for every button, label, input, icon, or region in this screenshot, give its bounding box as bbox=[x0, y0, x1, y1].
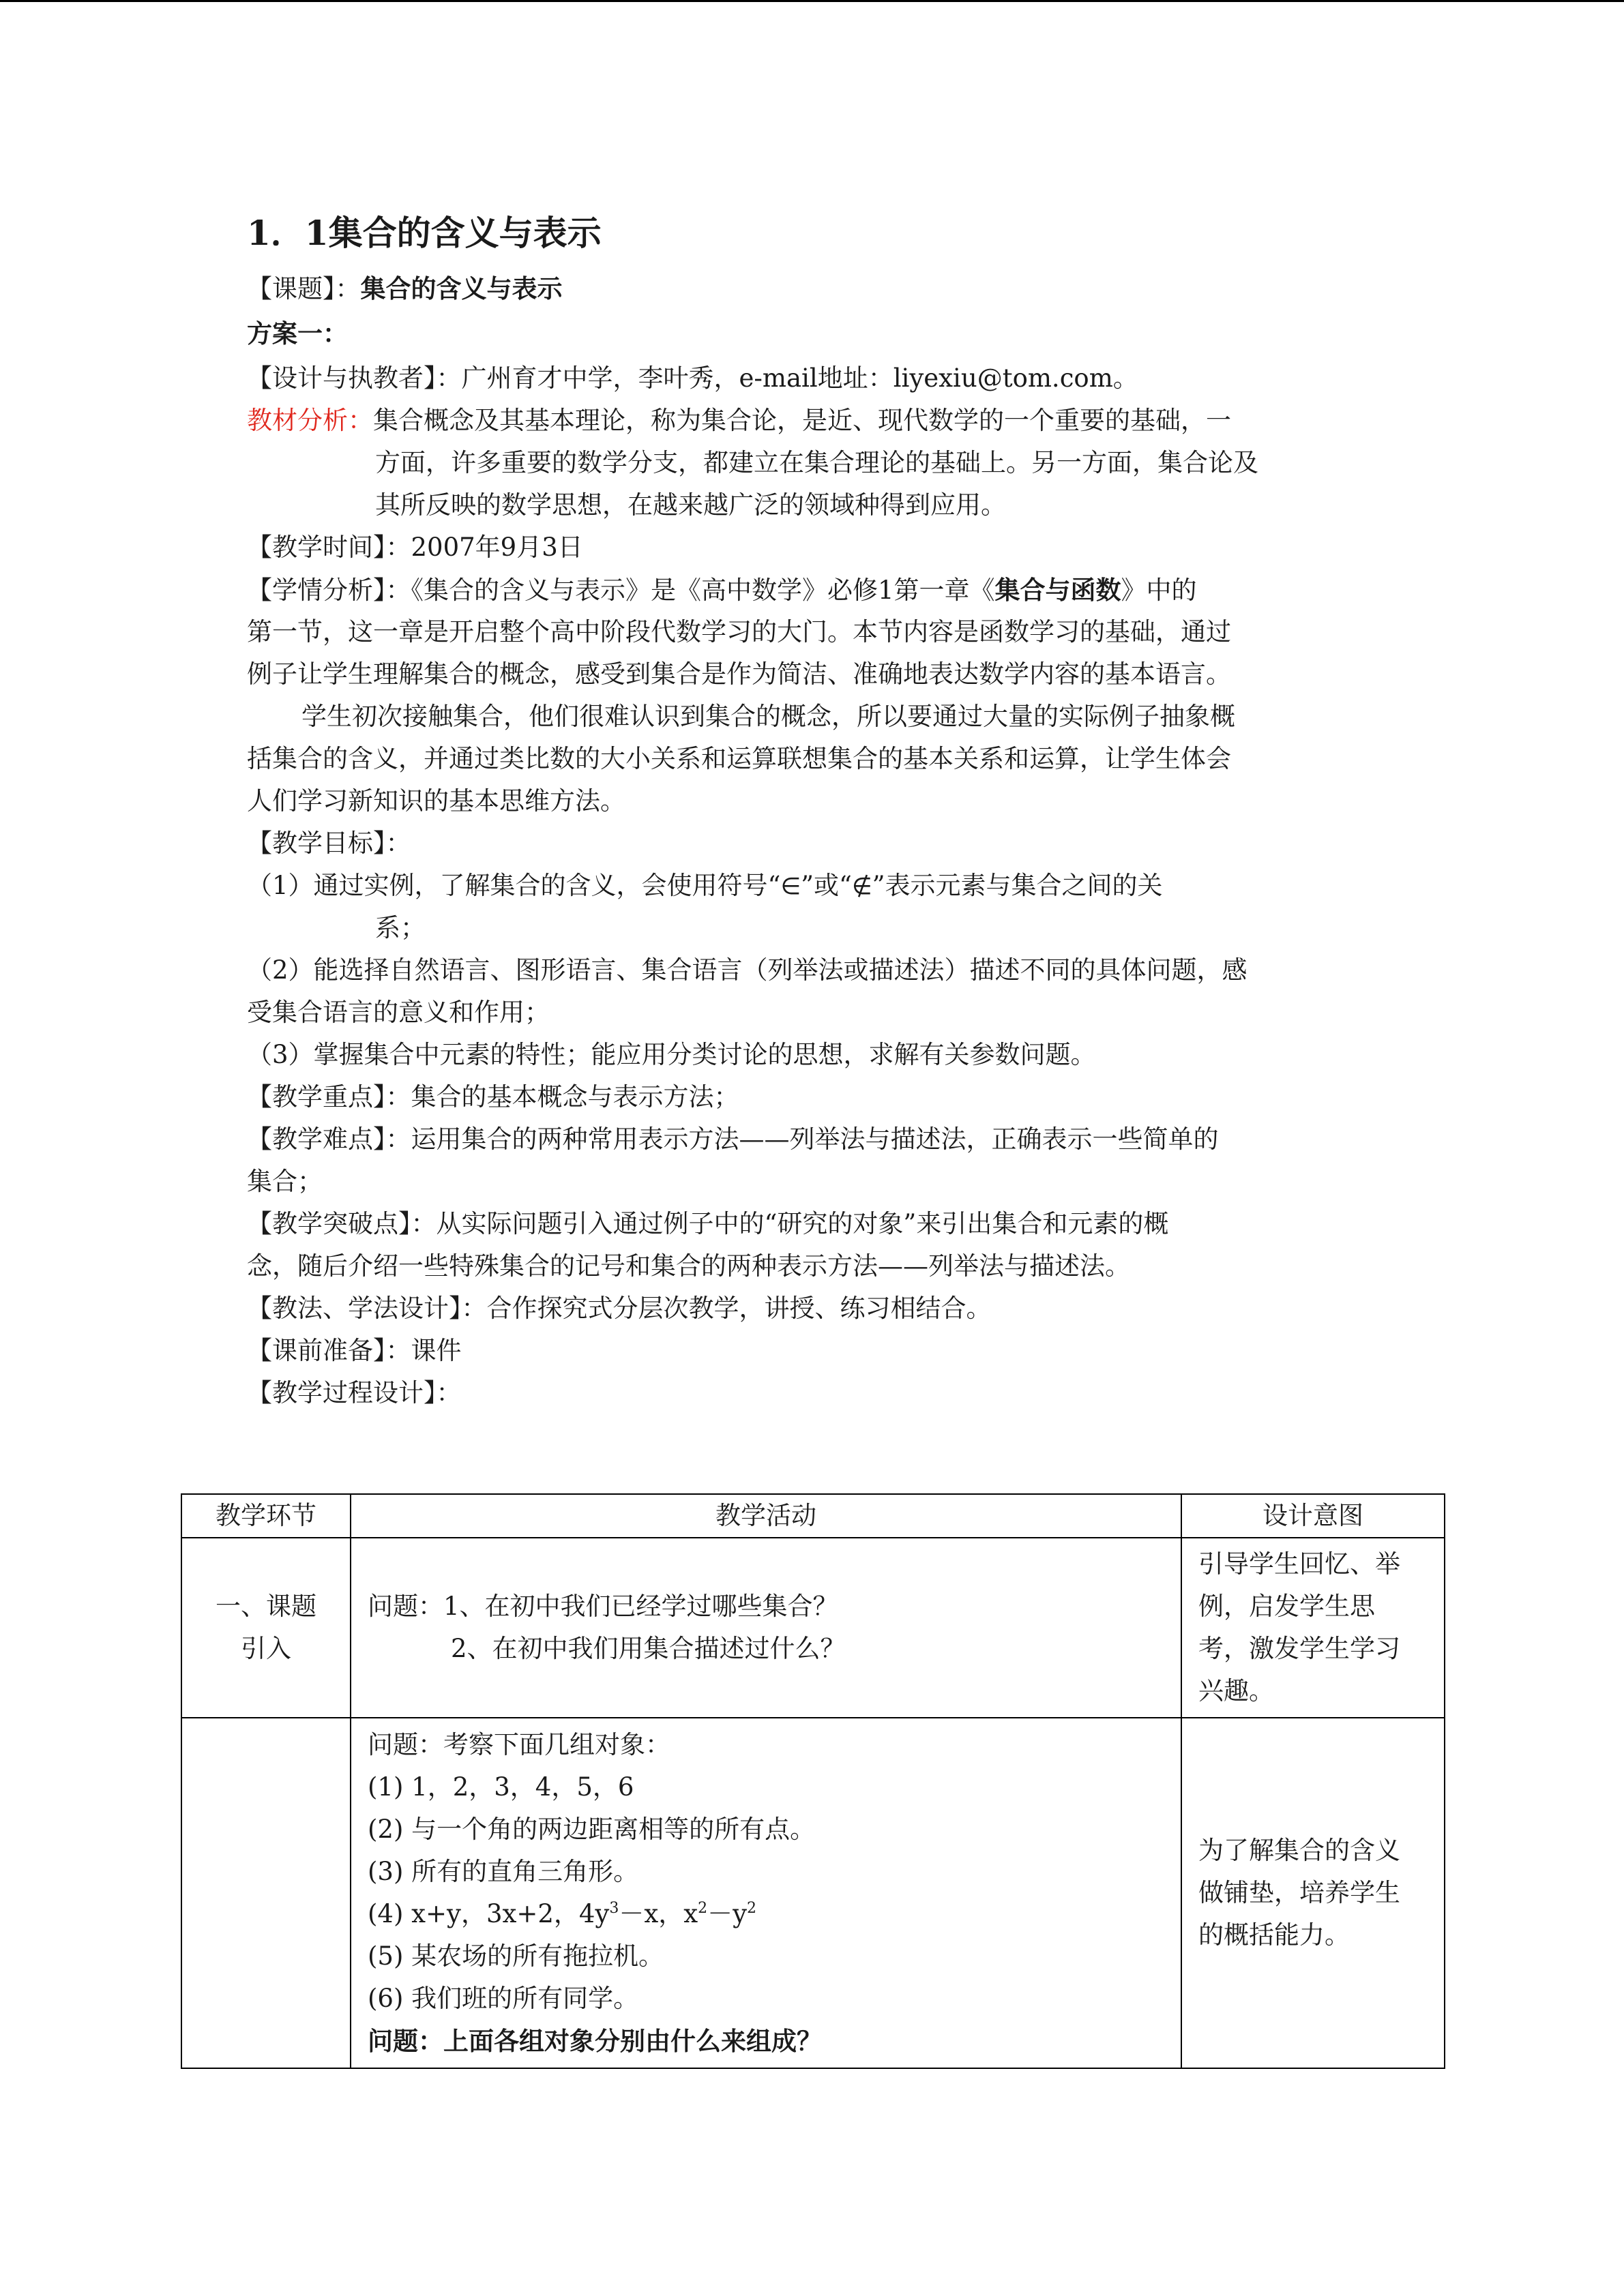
difficulty-line-1: 【教学难点】：运用集合的两种常用表示方法——列举法与描述法，正确表示一些简单的 bbox=[247, 1124, 1219, 1154]
not-element-of-symbol: ∉ bbox=[851, 873, 872, 900]
goal-1-text: ”表示元素与集合之间的关 bbox=[872, 871, 1163, 900]
activity-cell bbox=[351, 1718, 1181, 2068]
student-analysis-bold: 集合与函数 bbox=[994, 575, 1121, 605]
stage-text: 引入 bbox=[241, 1634, 291, 1663]
intent-line: 做铺垫，培养学生 bbox=[1198, 1878, 1400, 1907]
activity-line: (3) 所有的直角三角形。 bbox=[368, 1857, 639, 1886]
goal-1-line-1 bbox=[247, 865, 1393, 907]
intent-line: 例，启发学生思 bbox=[1198, 1592, 1375, 1621]
method-line: 【教法、学法设计】：合作探究式分层次教学，讲授、练习相结合。 bbox=[247, 1294, 992, 1323]
stage-cell bbox=[181, 1538, 351, 1718]
activity-line: 问题：1、在初中我们已经学过哪些集合？ bbox=[368, 1592, 838, 1621]
stage-text: 一、课题 bbox=[216, 1592, 316, 1621]
designer-line: 【设计与执教者】：广州育才中学，李叶秀，e-mail地址：liyexiu@tom.com。 bbox=[247, 363, 1138, 393]
plan-heading: 方案一： bbox=[247, 318, 348, 348]
activity-line: (1) 1，2，3，4，5，6 bbox=[368, 1772, 634, 1802]
student-analysis-part: 《集合的含义与表示》 bbox=[411, 576, 651, 605]
student-analysis-p2-line-2: 括集合的含义，并通过类比数的大小关系和运算联想集合的基本关系和运算，让学生体会 bbox=[247, 744, 1231, 773]
header-activity: 教学活动 bbox=[351, 1494, 1181, 1538]
activity-line: (6) 我们班的所有同学。 bbox=[368, 1984, 639, 2013]
activity-line-formula bbox=[368, 1893, 1181, 1935]
table-row bbox=[181, 1538, 1445, 1718]
formula-text: －y bbox=[707, 1899, 747, 1928]
intent-cell bbox=[1181, 1718, 1445, 2068]
activity-line: (2) 与一个角的两边距离相等的所有点。 bbox=[368, 1815, 816, 1844]
difficulty-line-2: 集合； bbox=[247, 1167, 323, 1196]
formula-text: (4) x+y，3x+2，4y bbox=[368, 1899, 610, 1928]
element-of-symbol: ∈ bbox=[780, 873, 801, 900]
intent-line: 引导学生回忆、举 bbox=[1198, 1549, 1400, 1579]
topic-value: 集合的含义与表示 bbox=[360, 273, 563, 303]
goal-1-text: ”或“ bbox=[801, 871, 852, 900]
goals-label: 【教学目标】： bbox=[247, 829, 411, 858]
material-text-1: 集合概念及其基本理论，称为集合论，是近、现代数学的一个重要的基础，一 bbox=[373, 406, 1231, 435]
header-stage: 教学环节 bbox=[181, 1494, 351, 1538]
prep-line: 【课前准备】：课件 bbox=[247, 1336, 462, 1365]
student-analysis-p2-line-3: 人们学习新知识的基本思维方法。 bbox=[247, 786, 625, 816]
header-intent: 设计意图 bbox=[1181, 1494, 1445, 1538]
breakthrough-line-1: 【教学突破点】：从实际问题引入通过例子中的“研究的对象”来引出集合和元素的概 bbox=[247, 1209, 1169, 1238]
student-analysis-part: 是《高中数学》必修1第一章 bbox=[651, 576, 970, 605]
goal-2-line-1: （2）能选择自然语言、图形语言、集合语言（列举法或描述法）描述不同的具体问题，感 bbox=[247, 955, 1247, 985]
exponent: 2 bbox=[698, 1900, 708, 1917]
exponent: 2 bbox=[746, 1900, 756, 1917]
table-row bbox=[181, 1718, 1445, 2068]
student-analysis-line-1 bbox=[247, 569, 1393, 611]
page-top-border bbox=[0, 0, 1624, 2]
student-analysis-line-3: 例子让学生理解集合的概念，感受到集合是作为简洁、准确地表达数学内容的基本语言。 bbox=[247, 659, 1231, 689]
student-analysis-label: 【学情分析】： bbox=[247, 576, 411, 605]
goal-1-text: （1）通过实例，了解集合的含义，会使用符号“ bbox=[247, 871, 781, 900]
activity-line: 问题：考察下面几组对象： bbox=[368, 1730, 670, 1759]
activity-question: 问题：上面各组对象分别由什么来组成？ bbox=[368, 2026, 822, 2056]
activity-line: 2、在初中我们用集合描述过什么？ bbox=[451, 1634, 846, 1663]
topic-line bbox=[247, 267, 1393, 310]
goal-2-line-2: 受集合语言的意义和作用； bbox=[247, 998, 550, 1027]
process-heading: 【教学过程设计】： bbox=[247, 1378, 462, 1407]
student-analysis-part: 《 bbox=[969, 576, 995, 605]
formula-text: －x，x bbox=[619, 1899, 698, 1928]
student-analysis-p2-line-1: 学生初次接触集合，他们很难认识到集合的概念，所以要通过大量的实际例子抽象概 bbox=[301, 702, 1235, 731]
material-label: 教材分析： bbox=[247, 406, 373, 435]
intent-line: 考，激发学生学习 bbox=[1198, 1634, 1400, 1663]
activity-line: (5) 某农场的所有拖拉机。 bbox=[368, 1941, 664, 1971]
intent-line: 兴趣。 bbox=[1198, 1676, 1274, 1705]
intent-line: 为了解集合的含义 bbox=[1198, 1836, 1400, 1865]
document-body bbox=[247, 205, 1393, 1414]
page-title: 1．1集合的含义与表示 bbox=[247, 213, 602, 253]
goal-3: （3）掌握集合中元素的特性；能应用分类讨论的思想，求解有关参数问题。 bbox=[247, 1040, 1096, 1069]
material-line-3: 其所反映的数学思想，在越来越广泛的领域种得到应用。 bbox=[375, 490, 1006, 520]
breakthrough-line-2: 念，随后介绍一些特殊集合的记号和集合的两种表示方法——列举法与描述法。 bbox=[247, 1251, 1130, 1281]
material-line-2: 方面，许多重要的数学分支，都建立在集合理论的基础上。另一方面，集合论及 bbox=[375, 448, 1258, 477]
table-header-row bbox=[181, 1494, 1445, 1538]
topic-label: 【课题】： bbox=[247, 274, 361, 303]
key-point: 【教学重点】：集合的基本概念与表示方法； bbox=[247, 1082, 739, 1112]
student-analysis-line-2: 第一节，这一章是开启整个高中阶段代数学习的大门。本节内容是函数学习的基础，通过 bbox=[247, 617, 1231, 646]
material-line-1 bbox=[247, 400, 1393, 442]
stage-cell bbox=[181, 1718, 351, 2068]
exponent: 3 bbox=[609, 1900, 619, 1917]
intent-cell bbox=[1181, 1538, 1445, 1718]
teaching-time: 【教学时间】：2007年9月3日 bbox=[247, 533, 583, 562]
process-table bbox=[181, 1493, 1445, 2069]
activity-cell bbox=[351, 1538, 1181, 1718]
goal-1-line-2: 系； bbox=[375, 913, 426, 942]
intent-line: 的概括能力。 bbox=[1198, 1920, 1350, 1950]
student-analysis-part: 》中的 bbox=[1121, 576, 1197, 605]
